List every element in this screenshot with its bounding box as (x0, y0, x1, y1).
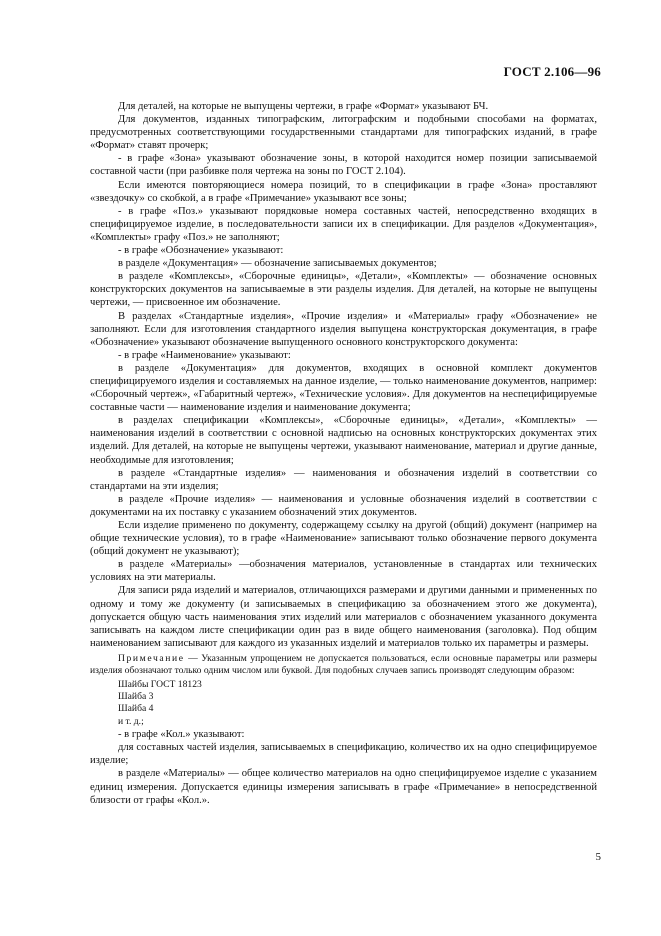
paragraph: Если имеются повторяющиеся номера позиций, то в спецификации в графе «Зона» проставляют «звездочку» со скобкой, а в графе «Примечание» указывают все зоны; (90, 179, 597, 204)
paragraph: в разделе «Материалы» — общее количество материалов на одно специфицируемое изделие с указанием единиц измерения. Допускается единицы измерения записывать в графе «Примечание» в непосредственной близости от графы «Кол.». (90, 768, 597, 806)
paragraph: Если изделие применено по документу, содержащему ссылку на другой (общий) документ (например на общие технические условия), то в графе «Наименование» записывают только обозначение первого документа (общий документ не указывают); (90, 520, 597, 558)
document-id: ГОСТ 2.106—96 (503, 64, 601, 79)
page-number: 5 (595, 851, 601, 863)
paragraph: в разделе «Прочие изделия» — наименования и условные обозначения изделий в соответствии с документами на их поставку с указанием обозначений этих документов. (90, 493, 597, 518)
note (90, 653, 597, 677)
example-line: Шайба 3 (118, 690, 154, 702)
example-line: Шайбы ГОСТ 18123 (118, 678, 202, 690)
paragraph: для составных частей изделия, записываемых в спецификацию, количество их на одно специфицируемое изделие; (90, 742, 597, 767)
page-body (90, 100, 597, 807)
note-text: — Указанным упрощением не допускается пользоваться, если основные параметры или размеры изделия обозначают только одним числом или буквой. Для подобных случаев запись производят следующим образом: (90, 652, 597, 676)
example-line: Шайба 4 (118, 703, 154, 715)
paragraph: в разделе «Комплексы», «Сборочные единицы», «Детали», «Комплекты» — обозначение основных конструкторских документов на записываемые в эти разделы изделия. Для деталей, на которые не выпущены чертежи, — присвоенное им обозначение. (90, 271, 597, 309)
paragraph: в разделе «Документация» — обозначение записываемых документов; (118, 258, 437, 270)
paragraph: В разделах «Стандартные изделия», «Прочие изделия» и «Материалы» графу «Обозначение» не заполняют. Если для изготовления стандартного изделия выпущена конструкторская документация, в графе «Обозначение» указывают обозначение выпущенного основного конструкторского документа: (90, 310, 597, 348)
paragraph: - в графе «Кол.» указывают: (118, 729, 245, 741)
paragraph: Для записи ряда изделий и материалов, отличающихся размерами и другими данными и примененных по одному и тому же документу (и записываемых в спецификацию за обозначением этого же документа), допускается общую часть наименования этих изделий или материалов с обозначением указанного документа записывать на каждом листе спецификации один раз в виде общего наименования (заголовка). Под общим наименованием записывают для каждого из указанных изделий и материалов только их параметры и размеры. (90, 585, 597, 649)
paragraph: - в графе «Поз.» указывают порядковые номера составных частей, непосредственно входящих в специфицируемое изделие, в последовательности записи их в спецификации. Для разделов «Документация», «Комплекты» графу «Поз.» не заполняют; (90, 205, 597, 243)
paragraph: в разделе «Стандартные изделия» — наименования и обозначения изделий в соответствии со стандартами на эти изделия; (90, 467, 597, 492)
paragraph: в разделе «Материалы» —обозначения материалов, установленные в стандартах или технических условиях на эти материалы. (90, 559, 597, 584)
note-label: Примечание (118, 652, 185, 664)
paragraph: - в графе «Обозначение» указывают: (118, 245, 284, 257)
paragraph: - в графе «Наименование» указывают: (118, 349, 291, 361)
paragraph: Для деталей, на которые не выпущены чертежи, в графе «Формат» указывают БЧ. (118, 101, 489, 112)
example-line: и т. д.; (118, 715, 144, 727)
paragraph: Для документов, изданных типографским, литографским и подобными способами на форматах, предусмотренных соответствующими государственными стандартами для типографских изданий, в графе «Формат» ставят прочерк; (90, 114, 597, 152)
paragraph: - в графе «Зона» указывают обозначение зоны, в которой находится номер позиции записываемой составной части (при разбивке поля чертежа на зоны по ГОСТ 2.104). (90, 153, 597, 178)
paragraph: в разделах спецификации «Комплексы», «Сборочные единицы», «Детали», «Комплекты» — наименования изделий в соответствии с основной надписью на основных конструкторских документах этих изделий. Для деталей, на которые не выпущены чертежи, указывают наименование, материал и другие данные, необходимые для изготовления; (90, 415, 597, 466)
paragraph: в разделе «Документация» для документов, входящих в основной комплект документов специфицируемого изделия и составляемых на данное изделие, — только наименование документов, например: «Сборочный чертеж», «Габаритный чертеж», «Технические условия». Для документов на неспецифицируемые составные части — наименование изделия и наименование документа; (90, 362, 597, 414)
